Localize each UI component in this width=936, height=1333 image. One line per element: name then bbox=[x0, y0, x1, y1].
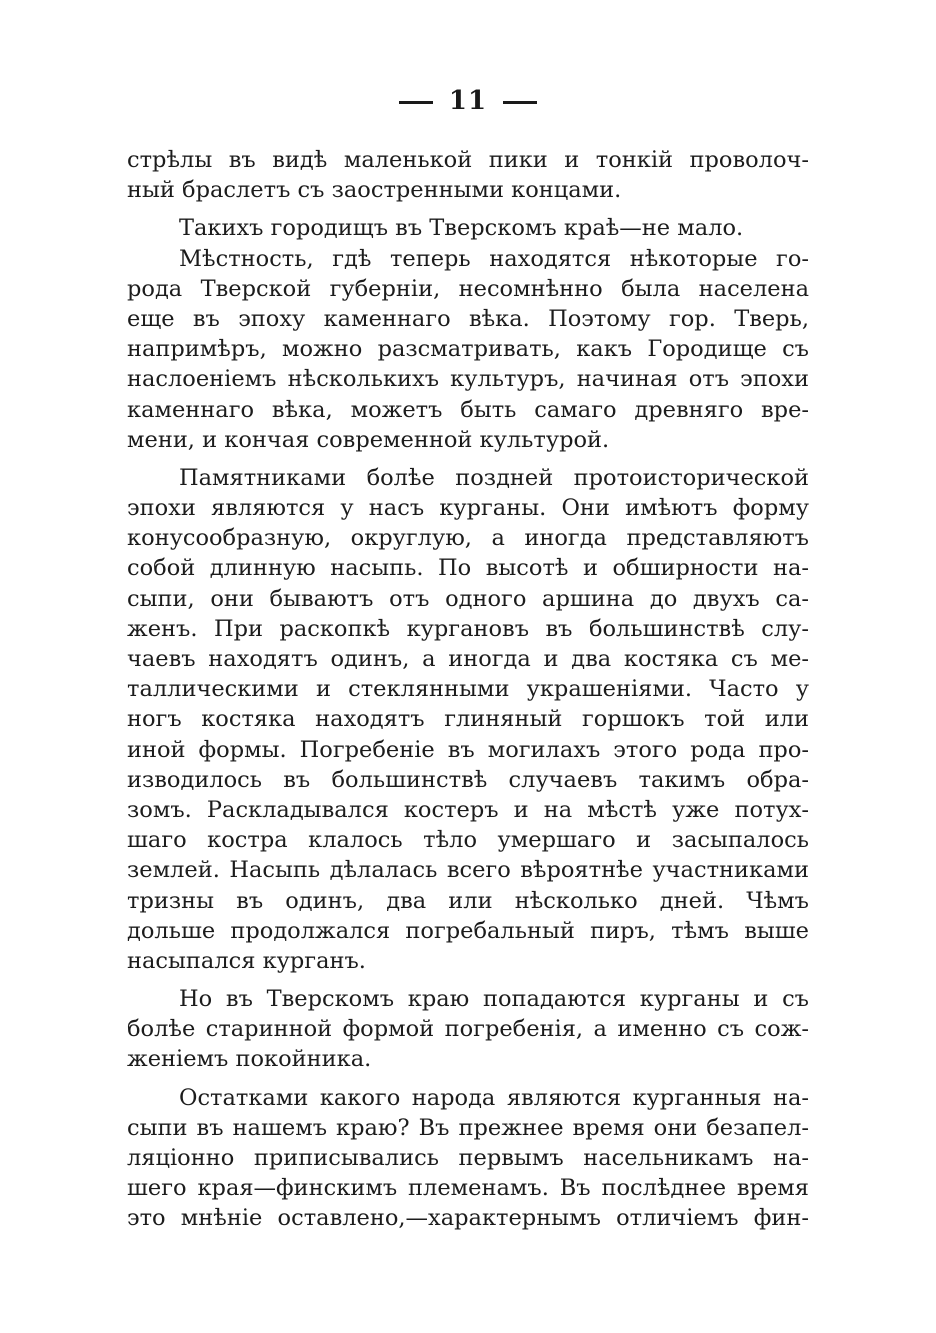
text-line: ный браслетъ съ заостренными концами. bbox=[127, 177, 622, 204]
left-dash bbox=[399, 101, 433, 104]
text-line: рода Тверской губерніи, несомнѣнно была населена bbox=[127, 275, 809, 302]
paragraph-2 bbox=[127, 213, 809, 243]
text-line: каменнаго вѣка, можетъ быть самаго древняго вре- bbox=[127, 396, 809, 423]
text-line: шего края—финскимъ племенамъ. Въ послѣднее время bbox=[127, 1175, 809, 1202]
page-number-header bbox=[0, 86, 936, 116]
text-line: Мѣстность, гдѣ теперь находятся нѣкоторые го- bbox=[179, 245, 809, 272]
text-line: землей. Насыпь дѣлалась всего вѣроятнѣе участниками bbox=[127, 857, 809, 884]
text-line: таллическими и стеклянными украшеніями. Часто у bbox=[127, 676, 809, 703]
text-line: сыпи въ нашемъ краю? Въ прежнее время они безапел- bbox=[127, 1114, 809, 1141]
text-line: шаго костра клалось тѣло умершаго и засыпалось bbox=[127, 827, 809, 854]
text-line: Памятниками болѣе поздней протоисторической bbox=[179, 464, 809, 491]
text-line: изводилось въ большинствѣ случаевъ такимъ обра- bbox=[127, 766, 809, 793]
text-line: Такихъ городищъ въ Тверскомъ краѣ—не мало. bbox=[179, 215, 744, 242]
text-line: наслоеніемъ нѣсколькихъ культуръ, начиная отъ эпохи bbox=[127, 366, 809, 393]
text-line: насыпался курганъ. bbox=[127, 947, 366, 974]
text-line: эпохи являются у насъ курганы. Они имѣютъ форму bbox=[127, 495, 809, 522]
text-line: иной формы. Погребеніе въ могилахъ этого рода про- bbox=[127, 736, 809, 763]
text-line: женъ. При раскопкѣ кургановъ въ большинствѣ слу- bbox=[127, 615, 809, 642]
paragraph-3 bbox=[127, 244, 809, 455]
text-line: напримѣръ, можно разсматривать, какъ Городище съ bbox=[127, 336, 809, 363]
text-line: женіемъ покойника. bbox=[127, 1046, 372, 1073]
text-line: тризны въ одинъ, два или нѣсколько дней. Чѣмъ bbox=[127, 887, 809, 914]
text-line: конусообразную, округлую, а иногда представляютъ bbox=[127, 525, 809, 552]
text-line: Остатками какого народа являются курганныя на- bbox=[179, 1084, 809, 1111]
page-body bbox=[127, 145, 809, 1234]
text-line: ногъ костяка находятъ глиняный горшокъ той или bbox=[127, 706, 809, 733]
text-line: сыпи, они бываютъ отъ одного аршина до двухъ са- bbox=[127, 585, 809, 612]
paragraph-5 bbox=[127, 984, 809, 1075]
page-number: 11 bbox=[448, 86, 488, 116]
text-line: это мнѣніе оставлено,—характернымъ отличіемъ фин- bbox=[127, 1205, 809, 1232]
text-line: дольше продолжался погребальный пиръ, тѣмъ выше bbox=[127, 917, 809, 944]
paragraph-6 bbox=[127, 1083, 809, 1234]
text-line: мени, и кончая современной культурой. bbox=[127, 426, 610, 453]
text-line: зомъ. Раскладывался костеръ и на мѣстѣ уже потух- bbox=[127, 796, 809, 823]
text-line: еще въ эпоху каменнаго вѣка. Поэтому гор. Тверь, bbox=[127, 305, 809, 332]
text-line: Но въ Тверскомъ краю попадаются курганы и съ bbox=[179, 986, 809, 1013]
text-line: стрѣлы въ видѣ маленькой пики и тонкій проволоч- bbox=[127, 147, 809, 173]
text-line: ляціонно приписывались первымъ насельникамъ на- bbox=[127, 1145, 809, 1171]
text-line: болѣе старинной формой погребенія, а именно съ сож- bbox=[127, 1016, 809, 1043]
right-dash bbox=[503, 101, 537, 104]
paragraph-4 bbox=[127, 463, 809, 976]
paragraph-1 bbox=[127, 145, 809, 205]
text-line: чаевъ находятъ одинъ, а иногда и два костяка съ ме- bbox=[127, 646, 809, 672]
text-line: собой длинную насыпь. По высотѣ и обширности на- bbox=[127, 555, 809, 582]
